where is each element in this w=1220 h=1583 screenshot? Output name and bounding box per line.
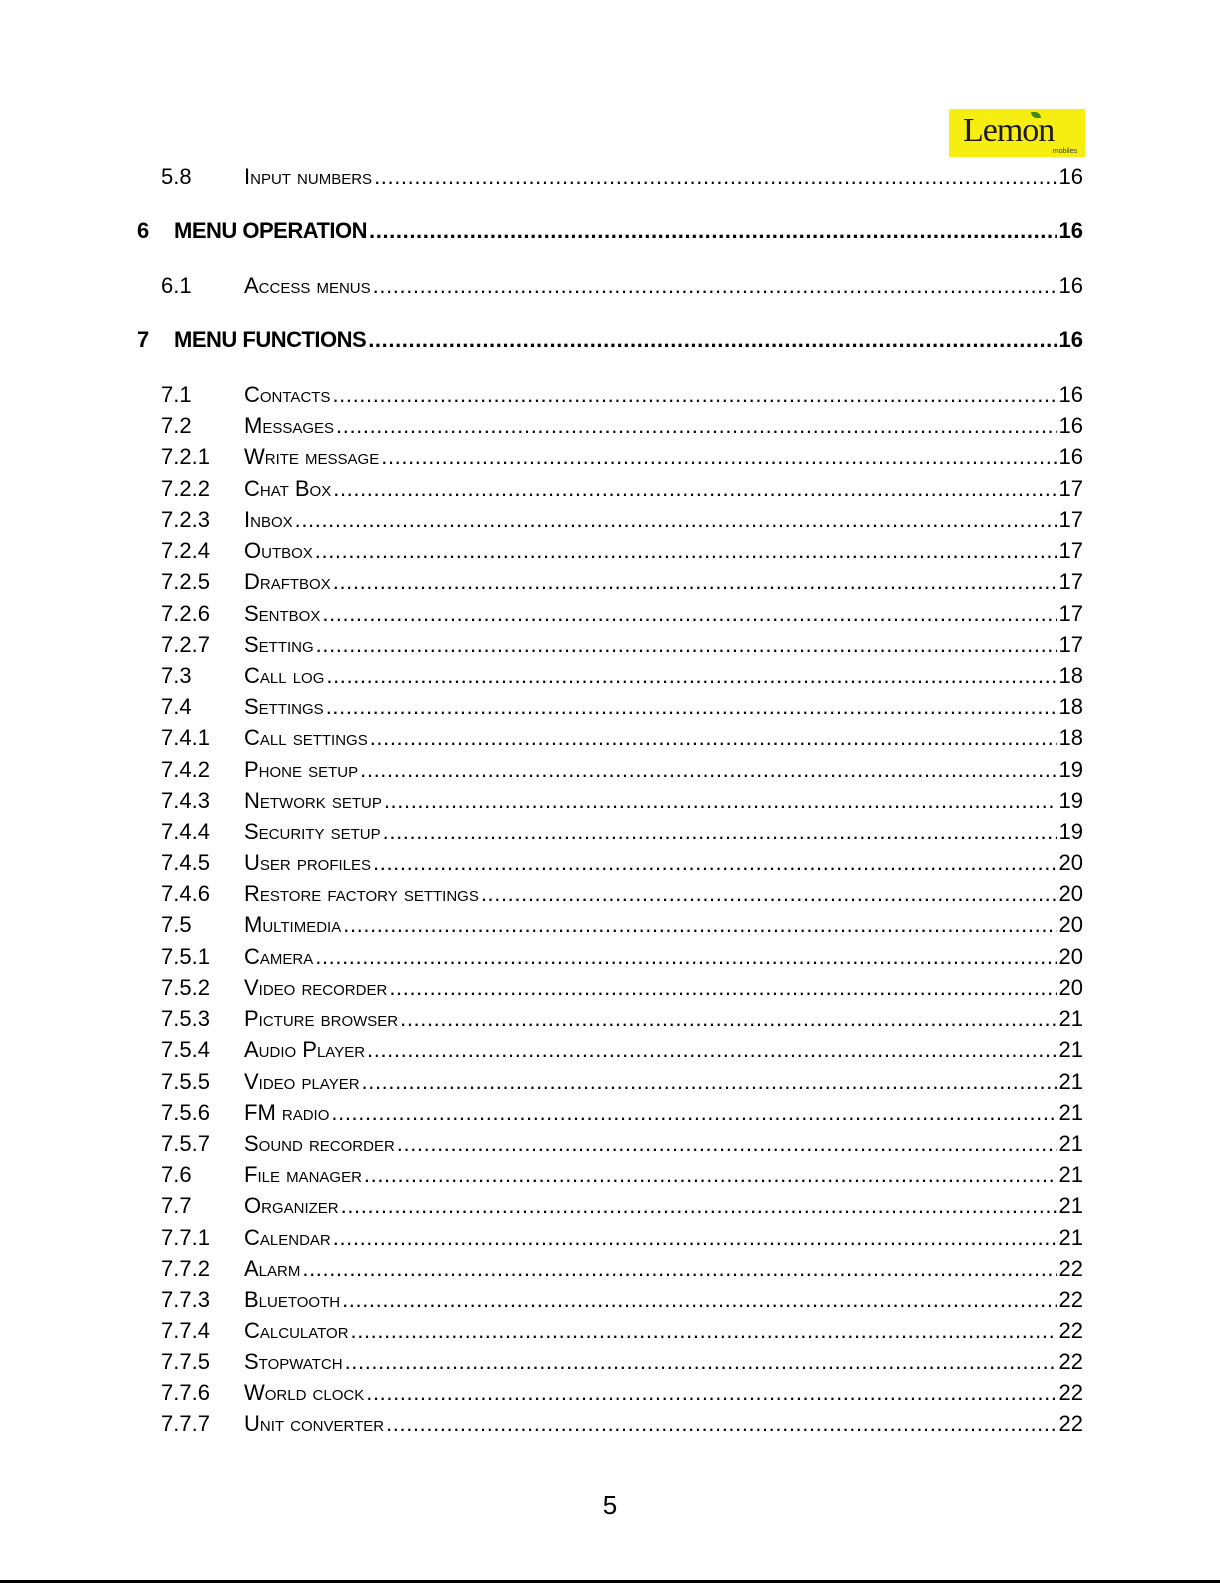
dot-leader — [295, 506, 1057, 534]
toc-entry — [161, 412, 1083, 440]
toc-entry-title: Phone setup — [244, 757, 359, 782]
toc-entry-number: 6.1 — [161, 273, 192, 298]
dot-leader — [368, 326, 1056, 354]
toc-entry-number: 7.5.3 — [161, 1006, 210, 1031]
toc-entry-title: Network setup — [244, 788, 382, 813]
toc-entry — [161, 537, 1083, 565]
toc-entry-title: Inbox — [244, 507, 293, 532]
toc-entry — [161, 1099, 1083, 1127]
toc-entry — [161, 724, 1083, 752]
dot-leader — [332, 381, 1056, 409]
toc-entry-page: 22 — [1058, 1380, 1083, 1405]
toc-entry-page: 20 — [1058, 912, 1083, 937]
dot-leader — [373, 849, 1056, 877]
logo-subtext: mobiles — [1052, 148, 1077, 155]
toc-entry-title: Audio Player — [244, 1037, 366, 1062]
dot-leader — [343, 911, 1056, 939]
dot-leader — [326, 662, 1056, 690]
toc-entry-title: Access menus — [244, 273, 371, 298]
toc-entry-number: 7.5.5 — [161, 1069, 210, 1094]
toc-entry-number: 7.4.3 — [161, 788, 210, 813]
dot-leader — [374, 163, 1056, 191]
dot-leader — [373, 272, 1057, 300]
dot-leader — [336, 412, 1056, 440]
toc-entry-page: 22 — [1058, 1318, 1083, 1343]
dot-leader — [315, 537, 1057, 565]
toc-entry — [161, 1286, 1083, 1314]
toc-entry-title: Unit converter — [244, 1411, 385, 1436]
dot-leader — [333, 568, 1057, 596]
dot-leader — [386, 1410, 1056, 1438]
toc-entry — [161, 693, 1083, 721]
toc-entry — [161, 1348, 1083, 1376]
dot-leader — [367, 1036, 1056, 1064]
toc-entry-page: 17 — [1058, 476, 1083, 501]
toc-entry-page: 21 — [1058, 1131, 1083, 1156]
toc-entry-page: 22 — [1058, 1287, 1083, 1312]
toc-entry-page: 16 — [1058, 444, 1083, 469]
toc-entry-title: MENU OPERATION — [174, 218, 368, 243]
dot-leader — [369, 217, 1056, 245]
toc-entry-title: MENU FUNCTIONS — [174, 327, 367, 352]
toc-entry-number: 7.7.5 — [161, 1349, 210, 1374]
toc-entry — [161, 631, 1083, 659]
dot-leader — [366, 1379, 1056, 1407]
toc-entry — [161, 818, 1083, 846]
toc-entry-page: 19 — [1058, 757, 1083, 782]
toc-entry — [161, 272, 1083, 300]
page-number: 5 — [602, 1490, 618, 1520]
toc-entry-number: 7.5.1 — [161, 944, 210, 969]
toc-entry-page: 22 — [1058, 1349, 1083, 1374]
toc-entry-title: Input numbers — [244, 164, 373, 189]
dot-leader — [389, 974, 1056, 1002]
toc-entry-page: 17 — [1058, 507, 1083, 532]
toc-entry-title: FM radio — [244, 1100, 330, 1125]
toc-entry-page: 16 — [1058, 382, 1083, 407]
toc-entry — [161, 1317, 1083, 1345]
toc-entry — [161, 974, 1083, 1002]
toc-entry-number: 7.5 — [161, 912, 192, 937]
toc-entry — [161, 1255, 1083, 1283]
toc-entry-number: 7.2 — [161, 413, 192, 438]
toc-entry — [161, 943, 1083, 971]
toc-entry-title: Messages — [244, 413, 335, 438]
toc-entry-page: 22 — [1058, 1256, 1083, 1281]
dot-leader — [381, 443, 1056, 471]
dot-leader — [333, 1224, 1057, 1252]
toc-entry — [161, 1379, 1083, 1407]
toc-entry — [161, 1410, 1083, 1438]
toc-entry-number: 7.1 — [161, 382, 192, 407]
toc-entry — [161, 1224, 1083, 1252]
toc-entry-number: 7.7.6 — [161, 1380, 210, 1405]
toc-entry-number: 7.7.4 — [161, 1318, 210, 1343]
toc-entry-page: 20 — [1058, 881, 1083, 906]
toc-entry-title: Setting — [244, 632, 314, 657]
toc-entry — [161, 787, 1083, 815]
toc-entry-page: 16 — [1058, 218, 1083, 243]
toc-entry — [161, 1161, 1083, 1189]
toc-entry-title: Video recorder — [244, 975, 388, 1000]
toc-entry-number: 7.2.2 — [161, 476, 210, 501]
dot-leader — [341, 1192, 1057, 1220]
dot-leader — [383, 818, 1057, 846]
toc-entry-title: Contacts — [244, 382, 331, 407]
toc-entry-page: 20 — [1058, 944, 1083, 969]
toc-entry-title: Sound recorder — [244, 1131, 395, 1156]
toc-entry-title: Draftbox — [244, 569, 331, 594]
toc-entry-number: 7.7 — [161, 1193, 192, 1218]
toc-entry-page: 16 — [1058, 413, 1083, 438]
toc-entry — [161, 1192, 1083, 1220]
dot-leader — [360, 756, 1056, 784]
toc-entry-number: 7.2.5 — [161, 569, 210, 594]
toc-entry-number: 7.2.6 — [161, 601, 210, 626]
toc-entry — [161, 662, 1083, 690]
toc-entry — [161, 443, 1083, 471]
toc-entry-page: 19 — [1058, 788, 1083, 813]
dot-leader — [481, 880, 1057, 908]
dot-leader — [333, 475, 1056, 503]
toc-entry-title: User profiles — [244, 850, 372, 875]
toc-entry-page: 21 — [1058, 1162, 1083, 1187]
toc-entry — [161, 1130, 1083, 1158]
toc-entry-page: 21 — [1058, 1225, 1083, 1250]
toc-entry-number: 7.4.1 — [161, 725, 210, 750]
toc-entry-page: 21 — [1058, 1006, 1083, 1031]
toc-entry-page: 16 — [1058, 164, 1083, 189]
toc-entry — [161, 163, 1083, 191]
toc-entry-page: 21 — [1058, 1100, 1083, 1125]
toc-entry-title: Write message — [244, 444, 380, 469]
toc-entry-number: 7.7.1 — [161, 1225, 210, 1250]
toc-entry — [161, 600, 1083, 628]
toc-entry-number: 7.4.6 — [161, 881, 210, 906]
toc-entry-number: 7.4.4 — [161, 819, 210, 844]
dot-leader — [397, 1130, 1057, 1158]
toc-entry-page: 17 — [1058, 601, 1083, 626]
toc-entry-page: 18 — [1058, 663, 1083, 688]
toc-entry-number: 7.5.7 — [161, 1131, 210, 1156]
toc-entry-title: Multimedia — [244, 912, 342, 937]
toc-entry-title: Bluetooth — [244, 1287, 341, 1312]
toc-entry-page: 16 — [1058, 273, 1083, 298]
toc-entry-page: 20 — [1058, 850, 1083, 875]
toc-entry — [161, 911, 1083, 939]
toc-entry-number: 7.7.2 — [161, 1256, 210, 1281]
dot-leader — [384, 787, 1057, 815]
toc-entry-title: Organizer — [244, 1193, 339, 1218]
toc-entry-page: 17 — [1058, 569, 1083, 594]
dot-leader — [400, 1005, 1056, 1033]
toc-entry-number: 7.4 — [161, 694, 192, 719]
toc-entry-number: 5.8 — [161, 164, 192, 189]
dot-leader — [362, 1068, 1057, 1096]
toc-entry-title: World clock — [244, 1380, 365, 1405]
toc-entry-number: 7.2.1 — [161, 444, 210, 469]
toc-entry — [161, 1068, 1083, 1096]
dot-leader — [342, 1286, 1056, 1314]
toc-entry-number: 7.5.6 — [161, 1100, 210, 1125]
toc-entry-number: 7 — [137, 327, 150, 352]
dot-leader — [370, 724, 1057, 752]
toc-entry-title: Picture browser — [244, 1006, 399, 1031]
toc-entry-page: 17 — [1058, 632, 1083, 657]
toc-entry-number: 7.2.3 — [161, 507, 210, 532]
toc-entry-number: 7.4.5 — [161, 850, 210, 875]
toc-entry-number: 6 — [137, 218, 150, 243]
dot-leader — [326, 693, 1057, 721]
toc-entry-page: 21 — [1058, 1037, 1083, 1062]
toc-entry-page: 22 — [1058, 1411, 1083, 1436]
toc-entry — [137, 217, 1083, 245]
toc-entry-number: 7.3 — [161, 663, 192, 688]
dot-leader — [364, 1161, 1057, 1189]
toc-entry-number: 7.5.2 — [161, 975, 210, 1000]
toc-entry-number: 7.7.7 — [161, 1411, 210, 1436]
toc-entry-title: Sentbox — [244, 601, 321, 626]
toc-entry-title: Outbox — [244, 538, 313, 563]
toc-entry-page: 21 — [1058, 1193, 1083, 1218]
toc-entry-number: 7.7.3 — [161, 1287, 210, 1312]
toc-entry-number: 7.2.4 — [161, 538, 210, 563]
dot-leader — [316, 631, 1057, 659]
logo-wordmark: Lemon — [963, 112, 1055, 149]
dot-leader — [322, 600, 1056, 628]
toc-entry-title: Security setup — [244, 819, 381, 844]
toc-entry-number: 7.2.7 — [161, 632, 210, 657]
toc-entry-title: Call log — [244, 663, 325, 688]
toc-entry — [161, 880, 1083, 908]
toc-entry-page: 21 — [1058, 1069, 1083, 1094]
toc-entry-title: Video player — [244, 1069, 360, 1094]
toc-entry-page: 18 — [1058, 725, 1083, 750]
dot-leader — [302, 1255, 1056, 1283]
toc-entry — [161, 475, 1083, 503]
toc-entry — [161, 756, 1083, 784]
toc-entry-title: Stopwatch — [244, 1349, 343, 1374]
toc-entry-title: Calculator — [244, 1318, 349, 1343]
dot-leader — [351, 1317, 1057, 1345]
toc-entry — [161, 568, 1083, 596]
toc-entry-title: Restore factory settings — [244, 881, 479, 906]
toc-entry-number: 7.5.4 — [161, 1037, 210, 1062]
toc-entry-number: 7.4.2 — [161, 757, 210, 782]
toc-entry — [161, 849, 1083, 877]
toc-entry-title: Chat Box — [244, 476, 332, 501]
toc-entry — [161, 1005, 1083, 1033]
toc-entry — [161, 381, 1083, 409]
toc-entry-page: 18 — [1058, 694, 1083, 719]
toc-entry-title: Settings — [244, 694, 324, 719]
dot-leader — [315, 943, 1056, 971]
toc-entry — [161, 1036, 1083, 1064]
toc-entry-page: 17 — [1058, 538, 1083, 563]
toc-entry-page: 20 — [1058, 975, 1083, 1000]
toc-entry-page: 16 — [1058, 327, 1083, 352]
dot-leader — [331, 1099, 1056, 1127]
toc-entry — [137, 326, 1083, 354]
dot-leader — [345, 1348, 1057, 1376]
toc-entry-title: Calendar — [244, 1225, 331, 1250]
toc-entry-title: File manager — [244, 1162, 362, 1187]
toc-entry-title: Call settings — [244, 725, 368, 750]
toc-entry — [161, 506, 1083, 534]
toc-entry-page: 19 — [1058, 819, 1083, 844]
toc-entry-title: Alarm — [244, 1256, 301, 1281]
toc-entry-title: Camera — [244, 944, 314, 969]
toc-entry-number: 7.6 — [161, 1162, 192, 1187]
